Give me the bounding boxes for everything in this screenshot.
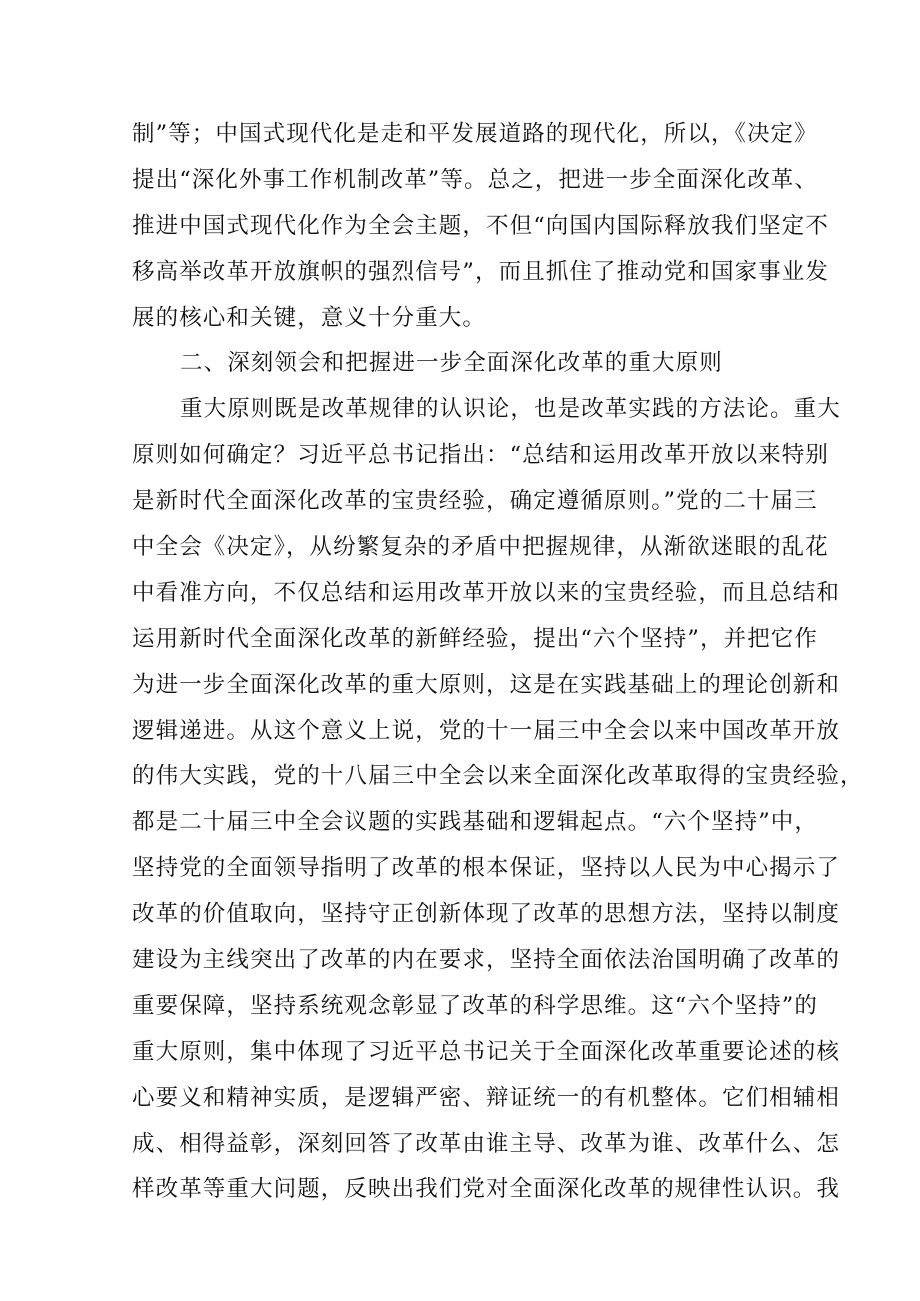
body-text-line: 重大原则，集中体现了习近平总书记关于全面深化改革重要论述的核 xyxy=(132,1038,841,1065)
body-text-line: 推进中国式现代化作为全会主题，不但“向国内国际释放我们坚定不 xyxy=(132,212,830,239)
body-text-line: 心要义和精神实质，是逻辑严密、辩证统一的有机整体。它们相辅相 xyxy=(132,1084,841,1111)
body-text-line: 的伟大实践，党的十八届三中全会以来全面深化改革取得的宝贵经验， xyxy=(132,763,864,790)
body-text-line: 移高举改革开放旗帜的强烈信号”，而且抓住了推动党和国家事业发 xyxy=(132,258,830,285)
body-text-line: 重要保障，坚持系统观念彰显了改革的科学思维。这“六个坚持”的 xyxy=(132,992,819,1019)
body-text-line: 都是二十届三中全会议题的实践基础和逻辑起点。“六个坚持”中， xyxy=(132,809,819,836)
body-text-line: 中全会《决定》，从纷繁复杂的矛盾中把握规律，从渐欲迷眼的乱花 xyxy=(132,534,829,561)
body-text-line: 成、相得益彰，深刻回答了改革由谁主导、改革为谁、改革什么、怎 xyxy=(132,1130,841,1157)
body-text-line: 改革的价值取向，坚持守正创新体现了改革的思想方法，坚持以制度 xyxy=(132,901,841,928)
body-text-line: 为进一步全面深化改革的重大原则，这是在实践基础上的理论创新和 xyxy=(132,671,841,698)
body-text-line: 重大原则既是改革规律的认识论，也是改革实践的方法论。重大 xyxy=(180,396,841,423)
body-text-line: 制”等；中国式现代化是走和平发展道路的现代化，所以，《决定》 xyxy=(132,121,818,147)
body-text-line: 原则如何确定？习近平总书记指出：“总结和运用改革开放以来特别 xyxy=(132,442,830,469)
body-text-line: 提出“深化外事工作机制改革”等。总之，把进一步全面深化改革、 xyxy=(132,166,819,193)
body-text-line: 建设为主线突出了改革的内在要求，坚持全面依法治国明确了改革的 xyxy=(132,947,841,974)
body-text-line: 展的核心和关键，意义十分重大。 xyxy=(132,304,487,331)
body-text-line: 中看准方向，不仅总结和运用改革开放以来的宝贵经验，而且总结和 xyxy=(132,579,841,606)
body-text-line: 是新时代全面深化改革的宝贵经验，确定遵循原则。”党的二十届三 xyxy=(132,488,818,515)
document-body xyxy=(132,112,864,1213)
body-text-line: 坚持党的全面领导指明了改革的根本保证，坚持以人民为中心揭示了 xyxy=(132,855,841,882)
section-heading: 二、深刻领会和把握进一步全面深化改革的重大原则 xyxy=(180,350,723,377)
body-text-line: 运用新时代全面深化改革的新鲜经验，提出“六个坚持”，并把它作 xyxy=(132,625,819,652)
body-text-line: 逻辑递进。从这个意义上说，党的十一届三中全会以来中国改革开放 xyxy=(132,717,841,744)
body-text-line: 样改革等重大问题，反映出我们党对全面深化改革的规律性认识。我 xyxy=(132,1176,841,1203)
